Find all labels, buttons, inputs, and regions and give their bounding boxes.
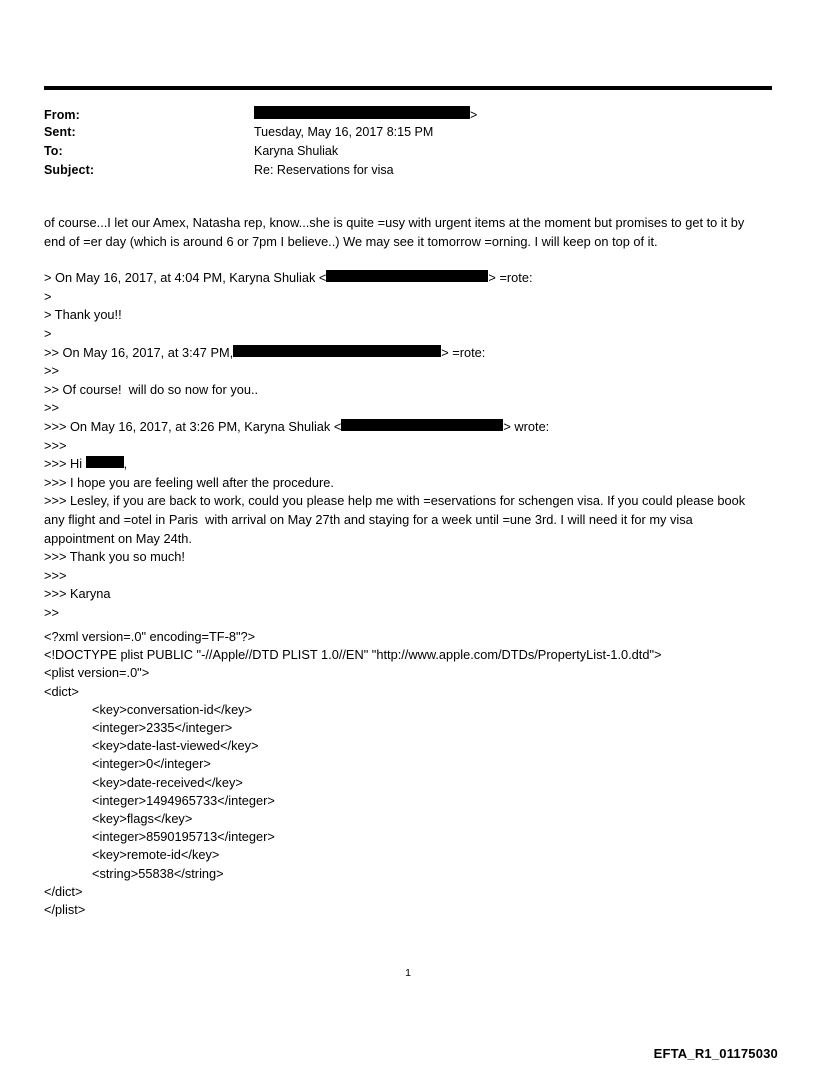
header-from-suffix: > bbox=[470, 108, 478, 122]
quoted-line: > Thank you!! bbox=[44, 307, 122, 323]
quoted-line: >>> Thank you so much! bbox=[44, 549, 185, 565]
email-body bbox=[44, 214, 766, 622]
quoted-line: > bbox=[44, 288, 52, 304]
quoted-line-suffix: > =rote: bbox=[441, 344, 486, 360]
quoted-line bbox=[44, 418, 766, 437]
body-paragraph: of course...I let our Amex, Natasha rep, know...she is quite =usy with urgent items at the moment but promises to get to it by end of =er day (which is around 6 or 7pm I believe..) We may see it tomorrow =orning. I will keep on top of it. bbox=[44, 215, 745, 249]
redaction-bar-name bbox=[86, 456, 124, 468]
xml-line: <key>flags</key> bbox=[92, 811, 193, 827]
xml-line: <integer>0</integer> bbox=[92, 756, 211, 772]
xml-line: <!DOCTYPE plist PUBLIC "-//Apple//DTD PLIST 1.0//EN" "http://www.apple.com/DTDs/PropertyList-1.0.dtd"> bbox=[44, 647, 662, 663]
quoted-line-text: >>> On May 16, 2017, at 3:26 PM, Karyna Shuliak < bbox=[44, 418, 342, 434]
quoted-line-text: > On May 16, 2017, at 4:04 PM, Karyna Shuliak < bbox=[44, 270, 327, 286]
header-label-to: To: bbox=[44, 144, 63, 158]
xml-line: <key>date-last-viewed</key> bbox=[92, 738, 259, 754]
plist-xml-dump bbox=[44, 628, 766, 919]
redaction-bar-email-address bbox=[326, 270, 488, 282]
quoted-line: >>> bbox=[44, 567, 67, 583]
xml-line: <integer>1494965733</integer> bbox=[92, 792, 275, 808]
header-row-to bbox=[44, 144, 772, 162]
xml-line: <dict> bbox=[44, 683, 79, 699]
redaction-bar-email-address bbox=[233, 345, 441, 357]
xml-line: </plist> bbox=[44, 902, 86, 918]
header-value-from bbox=[254, 106, 477, 122]
header-label-sent: Sent: bbox=[44, 125, 76, 139]
header-label-from: From: bbox=[44, 108, 80, 122]
page-number: 1 bbox=[405, 967, 411, 979]
xml-line: <?xml version=.0" encoding=TF-8"?> bbox=[44, 629, 256, 644]
redaction-bar-email-address bbox=[341, 419, 503, 431]
quoted-line-text: >> On May 16, 2017, at 3:47 PM, bbox=[44, 344, 234, 360]
xml-line: <integer>2335</integer> bbox=[92, 720, 233, 736]
bates-number: EFTA_R1_01175030 bbox=[653, 1046, 778, 1061]
quoted-line: >> bbox=[44, 604, 59, 620]
quoted-paragraph: >>> Lesley, if you are back to work, could you please help me with =eservations for schengen visa. If you could please book any flight and =otel in Paris with arrival on May 27th and staying for a week until =une 3rd. I will need it for my visa appointment on May 24th. bbox=[44, 493, 749, 546]
quoted-line bbox=[44, 344, 766, 363]
quoted-line: > bbox=[44, 325, 52, 341]
quoted-line: >> bbox=[44, 400, 59, 416]
xml-line: </dict> bbox=[44, 883, 83, 899]
xml-line: <key>conversation-id</key> bbox=[92, 701, 253, 717]
header-value-to: Karyna Shuliak bbox=[254, 144, 339, 158]
header-row-subject bbox=[44, 163, 772, 181]
xml-line: <key>date-received</key> bbox=[92, 774, 243, 790]
quoted-line: >>> Karyna bbox=[44, 586, 111, 602]
quoted-line-text: >>> Hi bbox=[44, 456, 86, 472]
header-label-subject: Subject: bbox=[44, 163, 95, 177]
xml-line: <key>remote-id</key> bbox=[92, 847, 220, 863]
xml-line: <integer>8590195713</integer> bbox=[92, 829, 275, 845]
quoted-line-suffix: > =rote: bbox=[488, 270, 533, 286]
quoted-line bbox=[44, 455, 766, 474]
quoted-line: >>> bbox=[44, 437, 67, 453]
quoted-line-suffix: > wrote: bbox=[503, 418, 550, 434]
quoted-line: >>> I hope you are feeling well after the procedure. bbox=[44, 474, 334, 490]
header-value-sent: Tuesday, May 16, 2017 8:15 PM bbox=[254, 125, 434, 139]
quoted-line-suffix: , bbox=[123, 456, 128, 472]
quoted-line: >> bbox=[44, 363, 59, 379]
header-divider-rule bbox=[44, 86, 772, 90]
header-value-subject: Re: Reservations for visa bbox=[254, 163, 394, 177]
header-row-from bbox=[44, 106, 772, 124]
redaction-bar-from-address bbox=[254, 106, 470, 119]
xml-line: <plist version=.0"> bbox=[44, 665, 150, 681]
quoted-line: >> Of course! will do so now for you.. bbox=[44, 381, 259, 397]
email-header-block bbox=[44, 106, 772, 182]
quoted-thread bbox=[44, 269, 766, 622]
quoted-line bbox=[44, 269, 766, 288]
xml-line: <string>55838</string> bbox=[92, 865, 224, 881]
header-row-sent bbox=[44, 125, 772, 143]
